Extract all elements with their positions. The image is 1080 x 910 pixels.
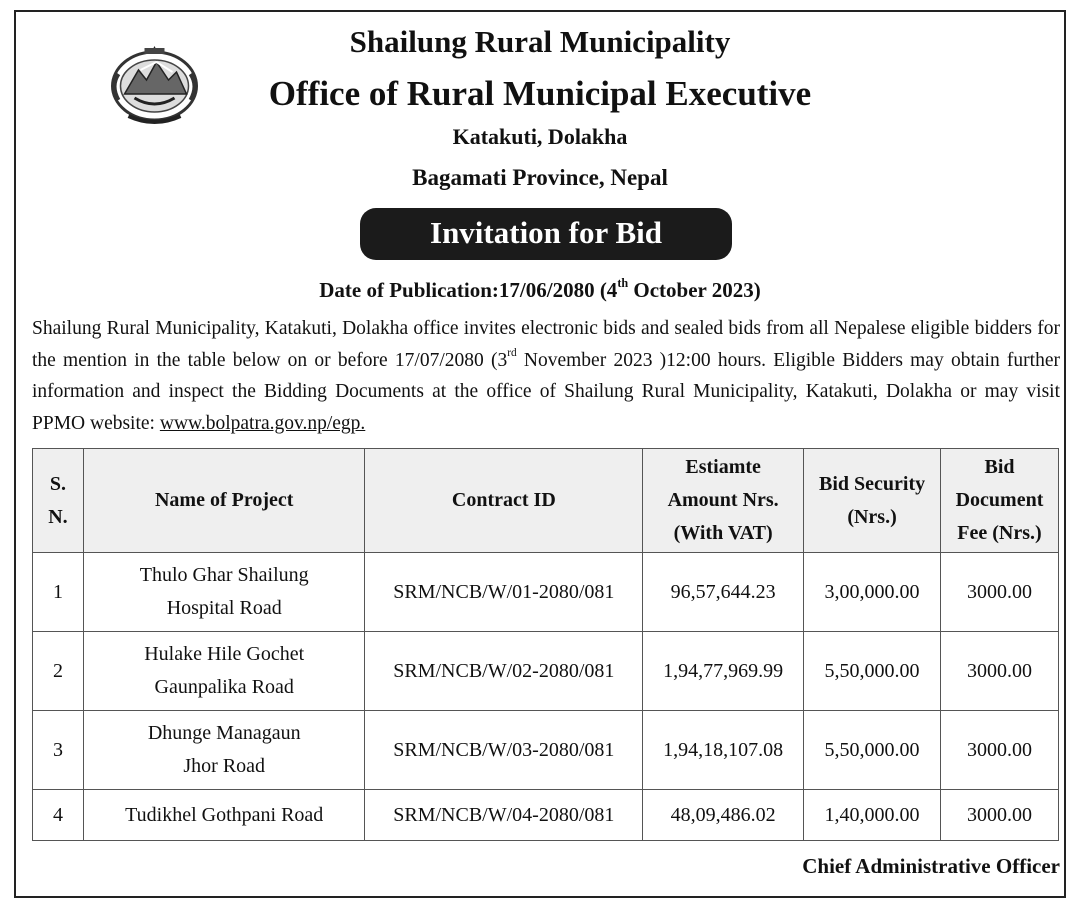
cell-estimate: 1,94,77,969.99 xyxy=(643,632,804,711)
cell-document-fee: 3000.00 xyxy=(941,553,1059,632)
publication-date-sup: th xyxy=(617,275,629,290)
table-row xyxy=(33,790,1059,841)
invitation-paragraph xyxy=(32,313,1060,439)
cell-bid-security: 3,00,000.00 xyxy=(804,553,941,632)
cell-sn: 3 xyxy=(33,711,84,790)
cell-sn: 2 xyxy=(33,632,84,711)
cell-bid-security: 5,50,000.00 xyxy=(804,632,941,711)
cell-sn: 4 xyxy=(33,790,84,841)
header-project: Name of Project xyxy=(83,449,365,553)
publication-date xyxy=(0,275,1080,303)
publication-date-suffix: October 2023) xyxy=(628,278,761,302)
header-estimate: Estiamte Amount Nrs. (With VAT) xyxy=(643,449,804,553)
header-document-fee: Bid Document Fee (Nrs.) xyxy=(941,449,1059,553)
paragraph-part1: Shailung Rural Municipality, Katakuti, Dolakha office invites electronic bids and sealed bids from all Nepalese eligible bidders for the mention in the table below on or before 17/07/2080 (3 xyxy=(32,318,1060,371)
bid-table xyxy=(32,448,1059,841)
cell-bid-security: 1,40,000.00 xyxy=(804,790,941,841)
province-line: Bagamati Province, Nepal xyxy=(412,165,668,190)
cell-document-fee: 3000.00 xyxy=(941,790,1059,841)
municipality-title: Shailung Rural Municipality xyxy=(349,24,731,59)
cell-project: Thulo Ghar Shailung Hospital Road xyxy=(83,553,365,632)
publication-date-prefix: Date of Publication:17/06/2080 (4 xyxy=(319,278,618,302)
paragraph-sup: rd xyxy=(507,346,517,359)
table-row xyxy=(33,632,1059,711)
cell-contract-id: SRM/NCB/W/02-2080/081 xyxy=(365,632,643,711)
cell-contract-id: SRM/NCB/W/03-2080/081 xyxy=(365,711,643,790)
cell-project: Tudikhel Gothpani Road xyxy=(83,790,365,841)
cell-bid-security: 5,50,000.00 xyxy=(804,711,941,790)
cell-project: Hulake Hile Gochet Gaunpalika Road xyxy=(83,632,365,711)
cell-contract-id: SRM/NCB/W/04-2080/081 xyxy=(365,790,643,841)
cell-estimate: 96,57,644.23 xyxy=(643,553,804,632)
cell-estimate: 1,94,18,107.08 xyxy=(643,711,804,790)
paragraph-part2: November 2023 )12:00 hours. Eligible Bidders may obtain further information and inspect the Bidding Documents at the office of Shailung Rural Municipality, Katakuti, Dolakha or may visit PPMO website: xyxy=(32,349,1060,434)
location-line: Katakuti, Dolakha xyxy=(452,124,628,149)
header-sn: S. N. xyxy=(33,449,84,553)
signatory-title: Chief Administrative Officer xyxy=(802,854,1060,878)
table-header-row xyxy=(33,449,1059,553)
cell-document-fee: 3000.00 xyxy=(941,632,1059,711)
cell-document-fee: 3000.00 xyxy=(941,711,1059,790)
cell-sn: 1 xyxy=(33,553,84,632)
cell-project: Dhunge Managaun Jhor Road xyxy=(83,711,365,790)
notice-title-badge: Invitation for Bid xyxy=(360,208,732,260)
ppmo-website-link[interactable]: www.bolpatra.gov.np/egp. xyxy=(159,412,366,434)
cell-estimate: 48,09,486.02 xyxy=(643,790,804,841)
table-row xyxy=(33,711,1059,790)
table-row xyxy=(33,553,1059,632)
header-contract-id: Contract ID xyxy=(365,449,643,553)
office-title: Office of Rural Municipal Executive xyxy=(268,74,812,113)
header-bid-security: Bid Security (Nrs.) xyxy=(804,449,941,553)
cell-contract-id: SRM/NCB/W/01-2080/081 xyxy=(365,553,643,632)
